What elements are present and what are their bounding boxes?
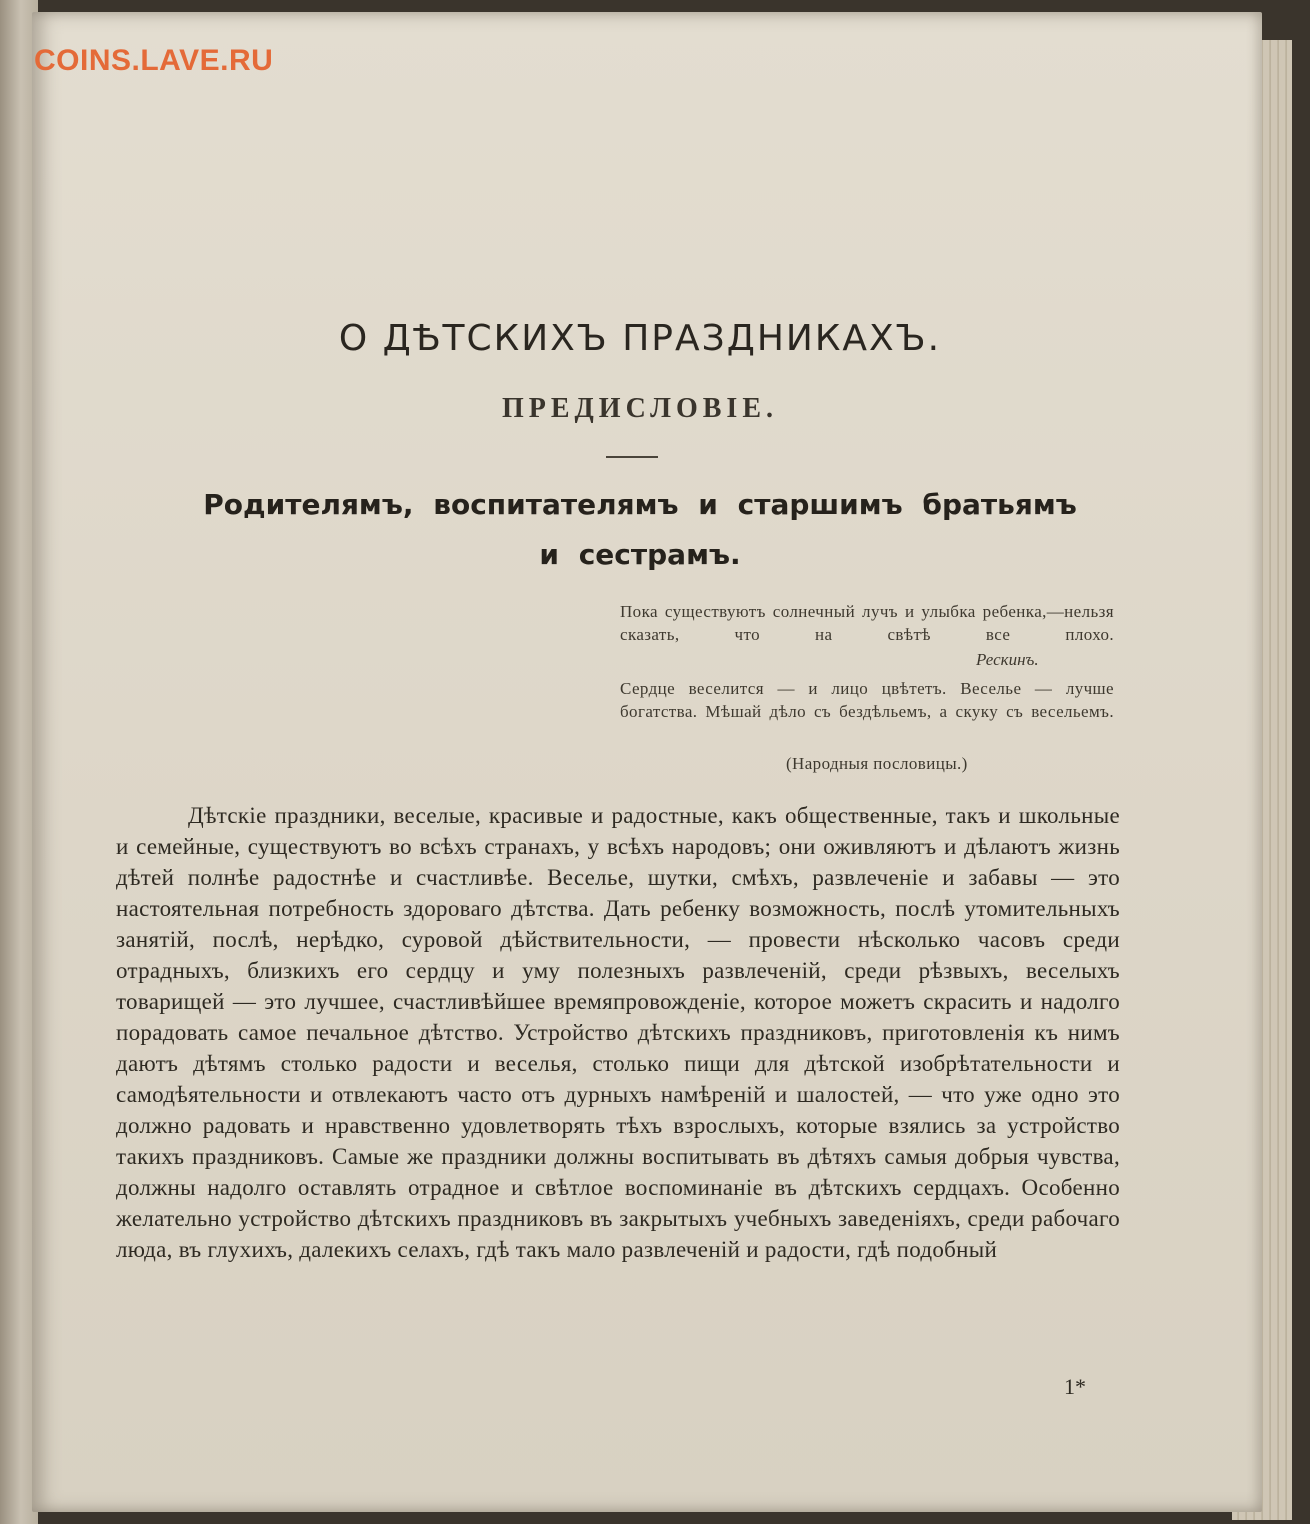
title-divider xyxy=(606,456,658,458)
watermark: COINS.LAVE.RU xyxy=(34,44,274,77)
book-page xyxy=(32,12,1262,1512)
epigraph-attribution: Рескинъ. xyxy=(976,650,1039,669)
epigraph-text: Пока существуютъ солнечный лучъ и улыбка ребенка,—нельзя сказать, что на свѣтѣ все плохо. xyxy=(620,602,1114,644)
body-paragraph: Дѣтскіе праздники, веселые, красивые и радостные, какъ общественные, такъ и школьные и семейные, существуютъ во всѣхъ странахъ, у всѣхъ народовъ; они оживляютъ и дѣлаютъ жизнь дѣтей полнѣе радостнѣе и счастливѣе. Веселье, шутки, смѣхъ, развлеченіе и забавы — это настоятельная потребность здороваго дѣтства. Дать ребенку возможность, послѣ утомительныхъ занятій, послѣ, нерѣдко, суровой дѣйствительности, — провести нѣсколько часовъ среди отрадныхъ, близкихъ его сердцу и уму полезныхъ развлеченій, среди рѣзвыхъ, веселыхъ товарищей — это лучшее, счастливѣйшее времяпровожденіе, которое можетъ скрасить и надолго порадовать самое печальное дѣтство. Устройство дѣтскихъ праздниковъ, приготовленія къ нимъ даютъ дѣтямъ столько радости и веселья, столько пищи для дѣтской изобрѣтательности и самодѣятельности и отвлекаютъ часто отъ дурныхъ намѣреній и шалостей, — что уже одно это должно радовать и нравственно удовлетворять тѣхъ взрослыхъ, которые взялись за устройство такихъ праздниковъ. Самые же праздники должны воспитывать въ дѣтяхъ самыя добрыя чувства, должны надолго оставлять отрадное и свѣтлое воспоминаніе въ дѣтскихъ сердцахъ. Особенно желательно устройство дѣтскихъ праздниковъ въ закрытыхъ учебныхъ заведеніяхъ, среди рабочаго люда, въ глухихъ, далекихъ селахъ, гдѣ такъ мало развлеченій и радости, гдѣ подобный xyxy=(116,803,1120,1262)
page-number: 1* xyxy=(1064,1374,1086,1399)
section-subtitle: ПРЕДИСЛОВІЕ. xyxy=(501,393,778,424)
dedication: Родителямъ, воспитателямъ и старшимъ братьямъ и сестрамъ. xyxy=(203,488,1077,571)
epigraph-attribution: (Народныя пословицы.) xyxy=(786,754,968,773)
chapter-title: О ДѢТСКИХЪ ПРАЗДНИКАХЪ. xyxy=(338,318,942,359)
epigraph-text: Сердце веселится — и лицо цвѣтетъ. Веселье — лучше богатства. Мѣшай дѣло съ бездѣльемъ, а скуку съ весельемъ. xyxy=(620,679,1114,721)
